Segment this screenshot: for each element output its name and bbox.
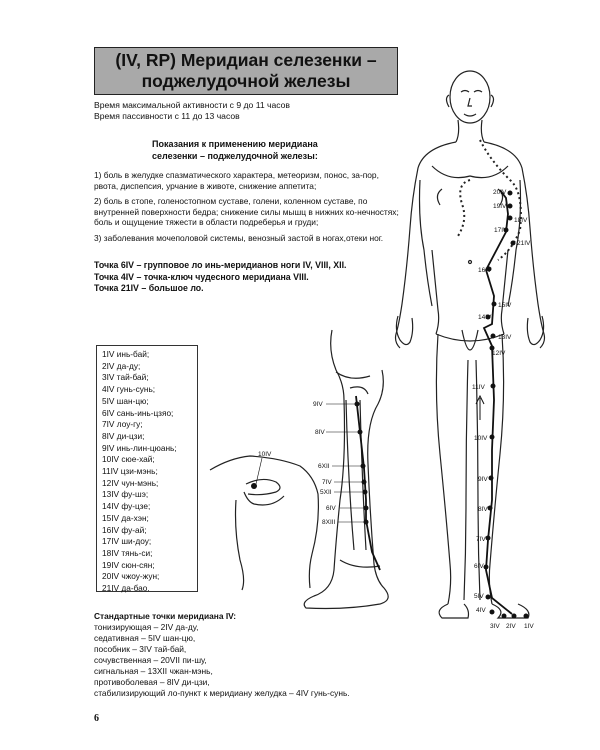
leg-point-label: 6XII <box>318 463 330 470</box>
title-line-1: (IV, RP) Меридиан селезенки – <box>115 50 377 70</box>
meridian-point <box>486 536 491 541</box>
point-list-item: 16IV фу-ай; <box>102 524 147 535</box>
meridian-point <box>488 506 493 511</box>
point-list-item: 5IV шан-цю; <box>102 395 149 406</box>
point-label: 3IV <box>490 623 500 630</box>
standard-point-line: сочувственная – 20VII пи-шу, <box>94 655 207 665</box>
point-list-item: 15IV да-хэн; <box>102 512 149 523</box>
key-point: Точка 6IV – групповое ло инь-меридианов ноги IV, VIII, XII. <box>94 260 347 270</box>
point-label: 11IV <box>472 384 485 391</box>
point-list-item: 9IV инь-лин-цюань; <box>102 442 177 453</box>
hand-point-label: 10IV <box>258 451 272 458</box>
point-label: 19IV <box>493 203 507 210</box>
point-label: 17IV <box>494 227 508 234</box>
point-label: 20IV <box>493 189 507 196</box>
standard-point-line: тонизирующая – 2IV да-ду, <box>94 622 199 632</box>
point-list-item: 12IV чун-мэнь; <box>102 477 159 488</box>
point-list-item: 10IV сюе-хай; <box>102 454 155 465</box>
indications-list <box>94 170 400 249</box>
title-line-2: поджелудочной железы <box>141 71 351 91</box>
point-label: 16IV <box>478 267 492 274</box>
point-label: 5IV <box>474 593 484 600</box>
body-meridian-figure <box>400 70 600 640</box>
leg-meridian-line <box>356 396 380 570</box>
leg-point-label: 8IV <box>315 429 325 436</box>
meridian-point <box>490 610 495 615</box>
meridian-point <box>364 520 369 525</box>
points-list-box <box>96 345 198 592</box>
leg-point-label: 5XII <box>320 489 332 496</box>
meridian-point <box>364 506 369 511</box>
point-label: 1IV <box>524 623 534 630</box>
point-list-item: 11IV цзи-мэнь; <box>102 466 158 477</box>
point-list-item: 14IV фу-цзе; <box>102 501 151 512</box>
point-list-item: 17IV ши-доу; <box>102 536 152 547</box>
point-list-item: 2IV да-ду; <box>102 360 141 371</box>
meridian-point <box>486 595 491 600</box>
meridian-point <box>508 216 513 221</box>
point-label: 10IV <box>474 435 488 442</box>
meridian-point <box>524 614 529 619</box>
point-list-item: 8IV ди-цзи; <box>102 430 145 441</box>
meridian-point <box>361 464 366 469</box>
key-point: Точка 4IV – точка-ключ чудесного меридиана VIII. <box>94 271 309 282</box>
point-list-item: 21IV да-бао. <box>102 583 150 594</box>
indications-heading <box>152 138 382 162</box>
meridian-point <box>511 241 516 246</box>
point-list-item: 1IV инь-бай; <box>102 349 150 359</box>
standard-point-line: стабилизирующий ло-пункт к меридиану желудка – 4IV гунь-сунь. <box>94 688 350 698</box>
standard-point-line: сигнальная – 13XII чжан-мэнь, <box>94 666 213 676</box>
standard-point-line: седативная – 5IV шан-цю, <box>94 633 196 643</box>
point-label: 2IV <box>506 623 516 630</box>
key-points <box>94 260 346 295</box>
point-label: 9IV <box>478 476 488 483</box>
body-outline <box>396 71 545 618</box>
meridian-point <box>491 384 496 389</box>
point-list-item: 19IV сюн-сян; <box>102 559 155 570</box>
point-label: 7IV <box>476 536 486 543</box>
meridian-point <box>492 302 497 307</box>
leg-point-label: 9IV <box>313 401 323 408</box>
key-point: Точка 21IV – большое ло. <box>94 283 204 293</box>
meridian-point <box>508 204 513 209</box>
meridian-point <box>355 402 360 407</box>
point-list-item: 20IV чжоу-жун; <box>102 571 160 582</box>
indication-item: 1) боль в желудке спазматического характера, метеоризм, понос, за-пор, рвота, диспепсия, урчание в животе, снижение аппетита; <box>94 170 379 191</box>
point-label: 21IV <box>517 240 531 247</box>
indication-item: 3) заболевания мочеполовой системы, венозный застой в ногах,отеки ног. <box>94 232 384 243</box>
indication-item: 2) боль в стопе, голеностопном суставе, голени, коленном суставе, по внутренней поверхности бедра; снижение силы мышц в нижних ко-нечностях; боль и ощущение тяжести в области подреберья и груди; <box>94 196 399 228</box>
meridian-point <box>484 565 489 570</box>
meridian-point <box>362 480 367 485</box>
meridian-point <box>512 614 517 619</box>
indications-heading-line-2: селезенки – поджелудочной железы: <box>152 151 318 161</box>
max-activity-text: Время максимальной активности с 9 до 11 часов <box>94 100 290 110</box>
standard-points-heading: Стандартные точки меридиана IV: <box>94 611 237 621</box>
passive-time-text: Время пассивности с 11 до 13 часов <box>94 111 240 121</box>
meridian-point <box>491 334 496 339</box>
point-list-item: 3IV тай-бай; <box>102 372 149 383</box>
meridian-point <box>490 435 495 440</box>
leg-point-label: 6IV <box>326 505 336 512</box>
point-label: 18IV <box>514 217 528 224</box>
point-label: 4IV <box>476 607 486 614</box>
point-label: 12IV <box>492 350 506 357</box>
meridian-point <box>508 191 513 196</box>
page-number: 6 <box>94 713 99 724</box>
point-list-item: 18IV тянь-си; <box>102 547 153 558</box>
point-list-item: 4IV гунь-сунь; <box>102 384 156 395</box>
meridian-point <box>358 430 363 435</box>
point-label: 8IV <box>478 506 488 513</box>
standard-points <box>94 611 394 699</box>
meridian-point <box>502 614 507 619</box>
leg-point-label: 7IV <box>322 479 332 486</box>
point-label: 6IV <box>474 563 484 570</box>
meridian-point <box>363 490 368 495</box>
point-list-item: 7IV лоу-гу; <box>102 419 143 430</box>
point-label: 13IV <box>498 334 512 341</box>
point-list-item: 6IV сань-инь-цзяо; <box>102 407 174 418</box>
standard-point-line: противоболевая – 8IV ди-цзи, <box>94 677 210 687</box>
point-label: 14IV <box>478 314 492 321</box>
leg-point-label: 8XIII <box>322 519 336 526</box>
hand-knee-outline <box>210 456 318 590</box>
activity-times <box>94 100 290 122</box>
meridian-point <box>489 476 494 481</box>
indications-heading-line-1: Показания к применению меридиана <box>152 139 318 149</box>
point-label: 15IV <box>498 302 512 309</box>
hand-knee-figure <box>205 440 320 590</box>
page-title <box>94 47 398 95</box>
standard-point-line: пособник – 3IV тай-бай, <box>94 644 187 654</box>
point-list-item: 13IV фу-шэ; <box>102 489 149 500</box>
